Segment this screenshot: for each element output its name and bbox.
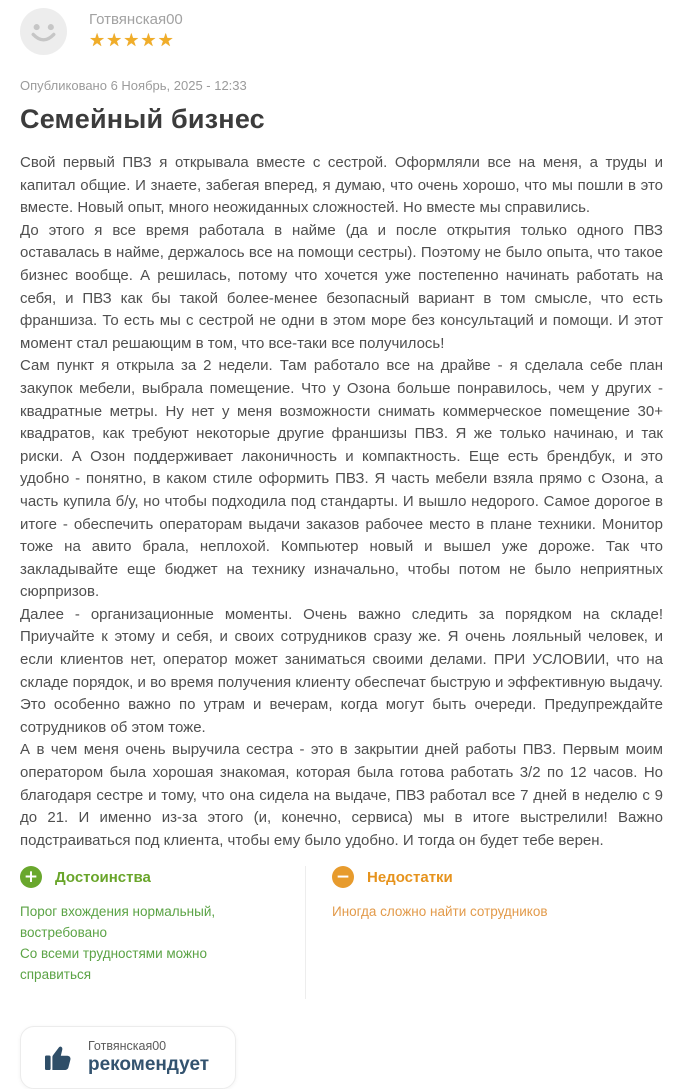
review-header xyxy=(20,8,663,55)
publish-date: Опубликовано 6 Ноябрь, 2025 - 12:33 xyxy=(20,78,247,93)
user-meta xyxy=(89,8,183,49)
review-paragraph: А в чем меня очень выручила сестра - это в закрытии дней работы ПВЗ. Первым моим оператором была хорошая знакомая, которая была готова работать 3/2 по 12 часов. Но благодаря сестре и тому, что она сидела на выдаче, ПВЗ работал все 7 дней в неделю с 9 до 21. И именно из-за этого (и, конечно, сервиса) мы в итоге выстрелили! Важно подстраиваться под клиента, чтобы ему было удобно. И тогда он будет тебе верен. xyxy=(20,741,663,849)
review-body xyxy=(20,152,663,852)
review-paragraph: До этого я все время работала в найме (да и после открытия только одного ПВЗ оставалась в найме, держалось все на помощи сестры). Поэтому не было опыта, что такое бизнес вообще. А решилась, потому что хочется уже постепенно начинать работать на себя, и ПВЗ как бы такой более-менее безопасный вариант в том смысле, что есть франшиза. То есть мы с сестрой не одни в этом море без консультаций и помощи. И этот момент стал решающим в том, что все-таки все получилось! xyxy=(20,221,663,352)
username[interactable]: Готвянская00 xyxy=(89,11,183,28)
thumb-up-icon xyxy=(41,1042,73,1074)
rating-stars xyxy=(89,31,183,49)
pros-item: Порог вхождения нормальный, востребовано xyxy=(20,904,216,941)
cons-column xyxy=(306,866,663,999)
pros-header xyxy=(20,866,281,888)
pros-items xyxy=(20,901,281,985)
star-icon: ★ xyxy=(123,30,141,50)
pros-label: Достоинства xyxy=(55,868,151,886)
star-icon: ★ xyxy=(106,30,124,50)
star-icon: ★ xyxy=(140,30,158,50)
recommend-label: рекомендует xyxy=(88,1054,210,1076)
recommend-badge[interactable] xyxy=(20,1026,236,1089)
review-paragraph: Сам пункт я открыла за 2 недели. Там работало все на драйве - я сделала себе план закупок мебели, выбрала помещение. Что у Озона больше понравилось, чем у других - квадратные метры. Ну нет у меня возможности снимать коммерческое помещение 30+ квадратов, как требуют некоторые другие франшизы ПВЗ. Я же только начинаю, и так риски. А Озон поддерживает лаконичность и компактность. Еще есть брендбук, и это удобно - понятно, в каком стиле оформить ПВЗ. Я часть мебели взяла прямо с Озона, а часть купила б/у, но чтобы подходила под стандарты. И вышло недорого. Самое дорогое в итоге - обеспечить операторам выдачи заказов рабочее место в плане техники. Монитор тоже на авито брала, неплохой. Компьютер новый и вышел уже дороже. Так что закладывайте еще бюджет на технику изначально, чтобы потом не было неприятных сюрпризов. xyxy=(20,357,663,601)
avatar[interactable] xyxy=(20,8,67,55)
minus-icon: − xyxy=(332,866,354,888)
cons-item: Иногда сложно найти сотрудников xyxy=(332,904,548,920)
recommend-username: Готвянская00 xyxy=(88,1039,167,1054)
plus-icon: + xyxy=(20,866,42,888)
pros-cons-section xyxy=(20,866,663,999)
review-paragraph: Свой первый ПВЗ я открывала вместе с сестрой. Оформляли все на меня, а труды и капитал общие. И знаете, забегая вперед, я думаю, что очень хорошо, что мы пошли в это вместе. Новый опыт, много неожиданных сложностей. Но вместе мы справились. xyxy=(20,154,663,217)
pros-item: Со всеми трудностями можно справиться xyxy=(20,946,207,983)
cons-header xyxy=(332,866,663,888)
pros-column xyxy=(20,866,306,999)
cons-items xyxy=(332,901,663,922)
review-title: Семейный бизнес xyxy=(20,104,265,134)
star-icon: ★ xyxy=(89,30,107,50)
smiley-face-icon xyxy=(20,8,67,55)
review-paragraph: Далее - организационные моменты. Очень важно следить за порядком на складе! Приучайте к этому и себя, и своих сотрудников сразу же. Я очень лояльный человек, и если клиентов нет, оператор может заниматься своими делами. ПРИ УСЛОВИИ, что на складе порядок, и во время получения клиенту обеспечат быструю и эффективную выдачу. Это особенно важно по утрам и вечерам, когда могут быть очереди. Предупреждайте сотрудников об этом тоже. xyxy=(20,605,663,736)
star-icon: ★ xyxy=(157,30,175,50)
recommend-text xyxy=(88,1039,209,1076)
cons-label: Недостатки xyxy=(367,868,453,886)
